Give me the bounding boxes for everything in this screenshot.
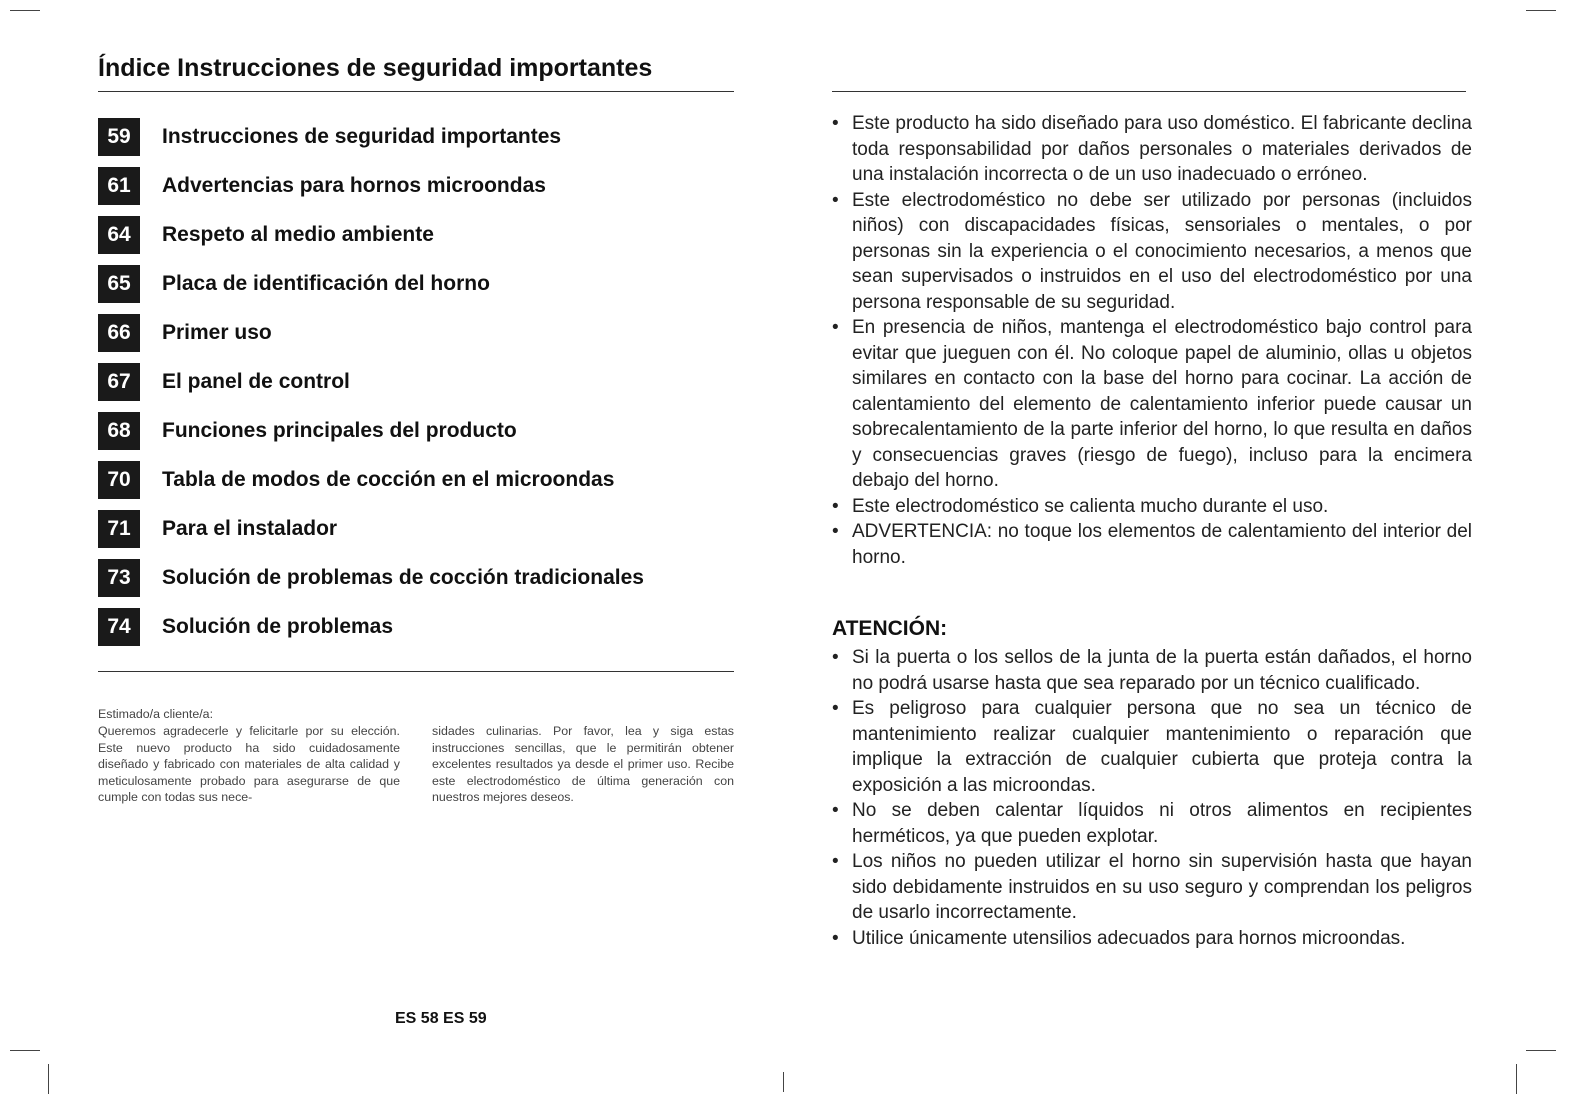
crop-mark [1526, 10, 1556, 11]
toc-item[interactable] [98, 314, 272, 352]
toc-label: Funciones principales del producto [162, 419, 517, 442]
toc-label: Placa de identificación del horno [162, 272, 490, 295]
toc-item[interactable] [98, 265, 490, 303]
toc-top-rule [98, 91, 734, 92]
safety-bullet: • ADVERTENCIA: no toque los elementos de calentamiento del interior del horno. [832, 519, 1472, 570]
toc-page-number: 61 [98, 167, 140, 205]
crop-mark [783, 1072, 784, 1092]
attention-heading: ATENCIÓN: [832, 617, 948, 640]
toc-label: Respeto al medio ambiente [162, 223, 434, 246]
toc-page-number: 65 [98, 265, 140, 303]
toc-page-number: 64 [98, 216, 140, 254]
toc-page-number: 71 [98, 510, 140, 548]
page-numbers: ES 58 ES 59 [395, 1010, 487, 1027]
toc-label: Tabla de modos de cocción en el microondas [162, 468, 615, 491]
toc-header [98, 52, 734, 84]
toc-label: Solución de problemas [162, 615, 394, 638]
toc-item[interactable] [98, 559, 644, 597]
toc-label: Instrucciones de seguridad importantes [162, 125, 562, 148]
intro-columns [98, 723, 734, 805]
toc-label: Primer uso [162, 321, 272, 344]
toc-bottom-rule [98, 671, 734, 672]
toc-page-number: 66 [98, 314, 140, 352]
intro-text [98, 706, 734, 805]
attention-bullet: • Es peligroso para cualquier persona que no sea un técnico de mantenimiento realizar cualquier mantenimiento o reparación que implique la extracción de cualquier cubierta que proteja contra la exposición a las microondas. [832, 696, 1472, 798]
toc-item[interactable] [98, 412, 517, 450]
crop-mark [10, 10, 40, 11]
toc-item[interactable] [98, 363, 350, 401]
intro-column-2: sidades culinarias. Por favor, lea y siga estas instrucciones sencillas, que le permitirán obtener excelentes resultados ya desde el primer uso. Recibe este electrodoméstico de última generación con nuestros mejores deseos. [432, 724, 734, 805]
intro-column-1: Queremos agradecerle y felicitarle por su elección. Este nuevo producto ha sido cuidadosamente diseñado y fabricado con materiales de alta calidad y meticulosamente probado para asegurarse de que cumple con todas sus nece- [98, 724, 400, 805]
toc-label: El panel de control [162, 370, 350, 393]
toc-page-number: 68 [98, 412, 140, 450]
safety-bullet: • En presencia de niños, mantenga el electrodoméstico bajo control para evitar que jueguen con él. No coloque papel de aluminio, ollas u objetos similares en contacto con la base del horno para cocinar. La acción de calentamiento del elemento de calentamiento inferior puede causar un sobrecalentamiento de la parte inferior del horno, lo que resulta en daños y consecuencias graves (riesgo de fuego), incluso para la encimera debajo del horno. [832, 315, 1472, 494]
toc-page-number: 59 [98, 118, 140, 156]
intro-greeting: Estimado/a cliente/a: [98, 707, 214, 721]
attention-bullet: • Los niños no pueden utilizar el horno sin supervisión hasta que hayan sido debidamente instruidos en su uso seguro y comprendan los peligros de usarlo incorrectamente. [832, 849, 1472, 926]
toc-page-number: 74 [98, 608, 140, 646]
safety-bullet: • Este electrodoméstico no debe ser utilizado por personas (incluidos niños) con discapacidades físicas, sensoriales o mentales, o por personas sin la experiencia o el conocimiento necesarios, a menos que sean supervisados o instruidos en el uso del electrodoméstico por una persona responsable de su seguridad. [832, 188, 1472, 316]
toc-label: Advertencias para hornos microondas [162, 174, 546, 197]
right-top-rule [832, 91, 1466, 92]
toc-item[interactable] [98, 510, 337, 548]
crop-mark [48, 1064, 49, 1094]
toc-title: Índice Instrucciones de seguridad importantes [98, 54, 653, 82]
toc-page-number: 67 [98, 363, 140, 401]
toc-label: Para el instalador [162, 517, 338, 540]
toc-label: Solución de problemas de cocción tradicionales [162, 566, 644, 589]
toc-page-number: 73 [98, 559, 140, 597]
safety-bullet: • Este electrodoméstico se calienta mucho durante el uso. [832, 494, 1472, 520]
toc-item[interactable] [98, 118, 561, 156]
attention-bullet: • Si la puerta o los sellos de la junta de la puerta están dañados, el horno no podrá usarse hasta que sea reparado por un técnico cualificado. [832, 645, 1472, 696]
crop-mark [1516, 1064, 1517, 1094]
toc-item[interactable] [98, 167, 546, 205]
toc-page-number: 70 [98, 461, 140, 499]
safety-list [832, 111, 1472, 570]
attention-bullet: • No se deben calentar líquidos ni otros alimentos en recipientes herméticos, ya que pueden explotar. [832, 798, 1472, 849]
crop-mark [1526, 1050, 1556, 1051]
safety-bullet: • Este producto ha sido diseñado para uso doméstico. El fabricante declina toda responsabilidad por daños personales o materiales derivados de una instalación incorrecta o de un uso inadecuado o erróneo. [832, 111, 1472, 188]
toc-item[interactable] [98, 461, 614, 499]
attention-list [832, 645, 1472, 951]
toc-item[interactable] [98, 608, 393, 646]
toc-item[interactable] [98, 216, 434, 254]
attention-bullet: • Utilice únicamente utensilios adecuados para hornos microondas. [832, 926, 1472, 952]
crop-mark [10, 1050, 40, 1051]
